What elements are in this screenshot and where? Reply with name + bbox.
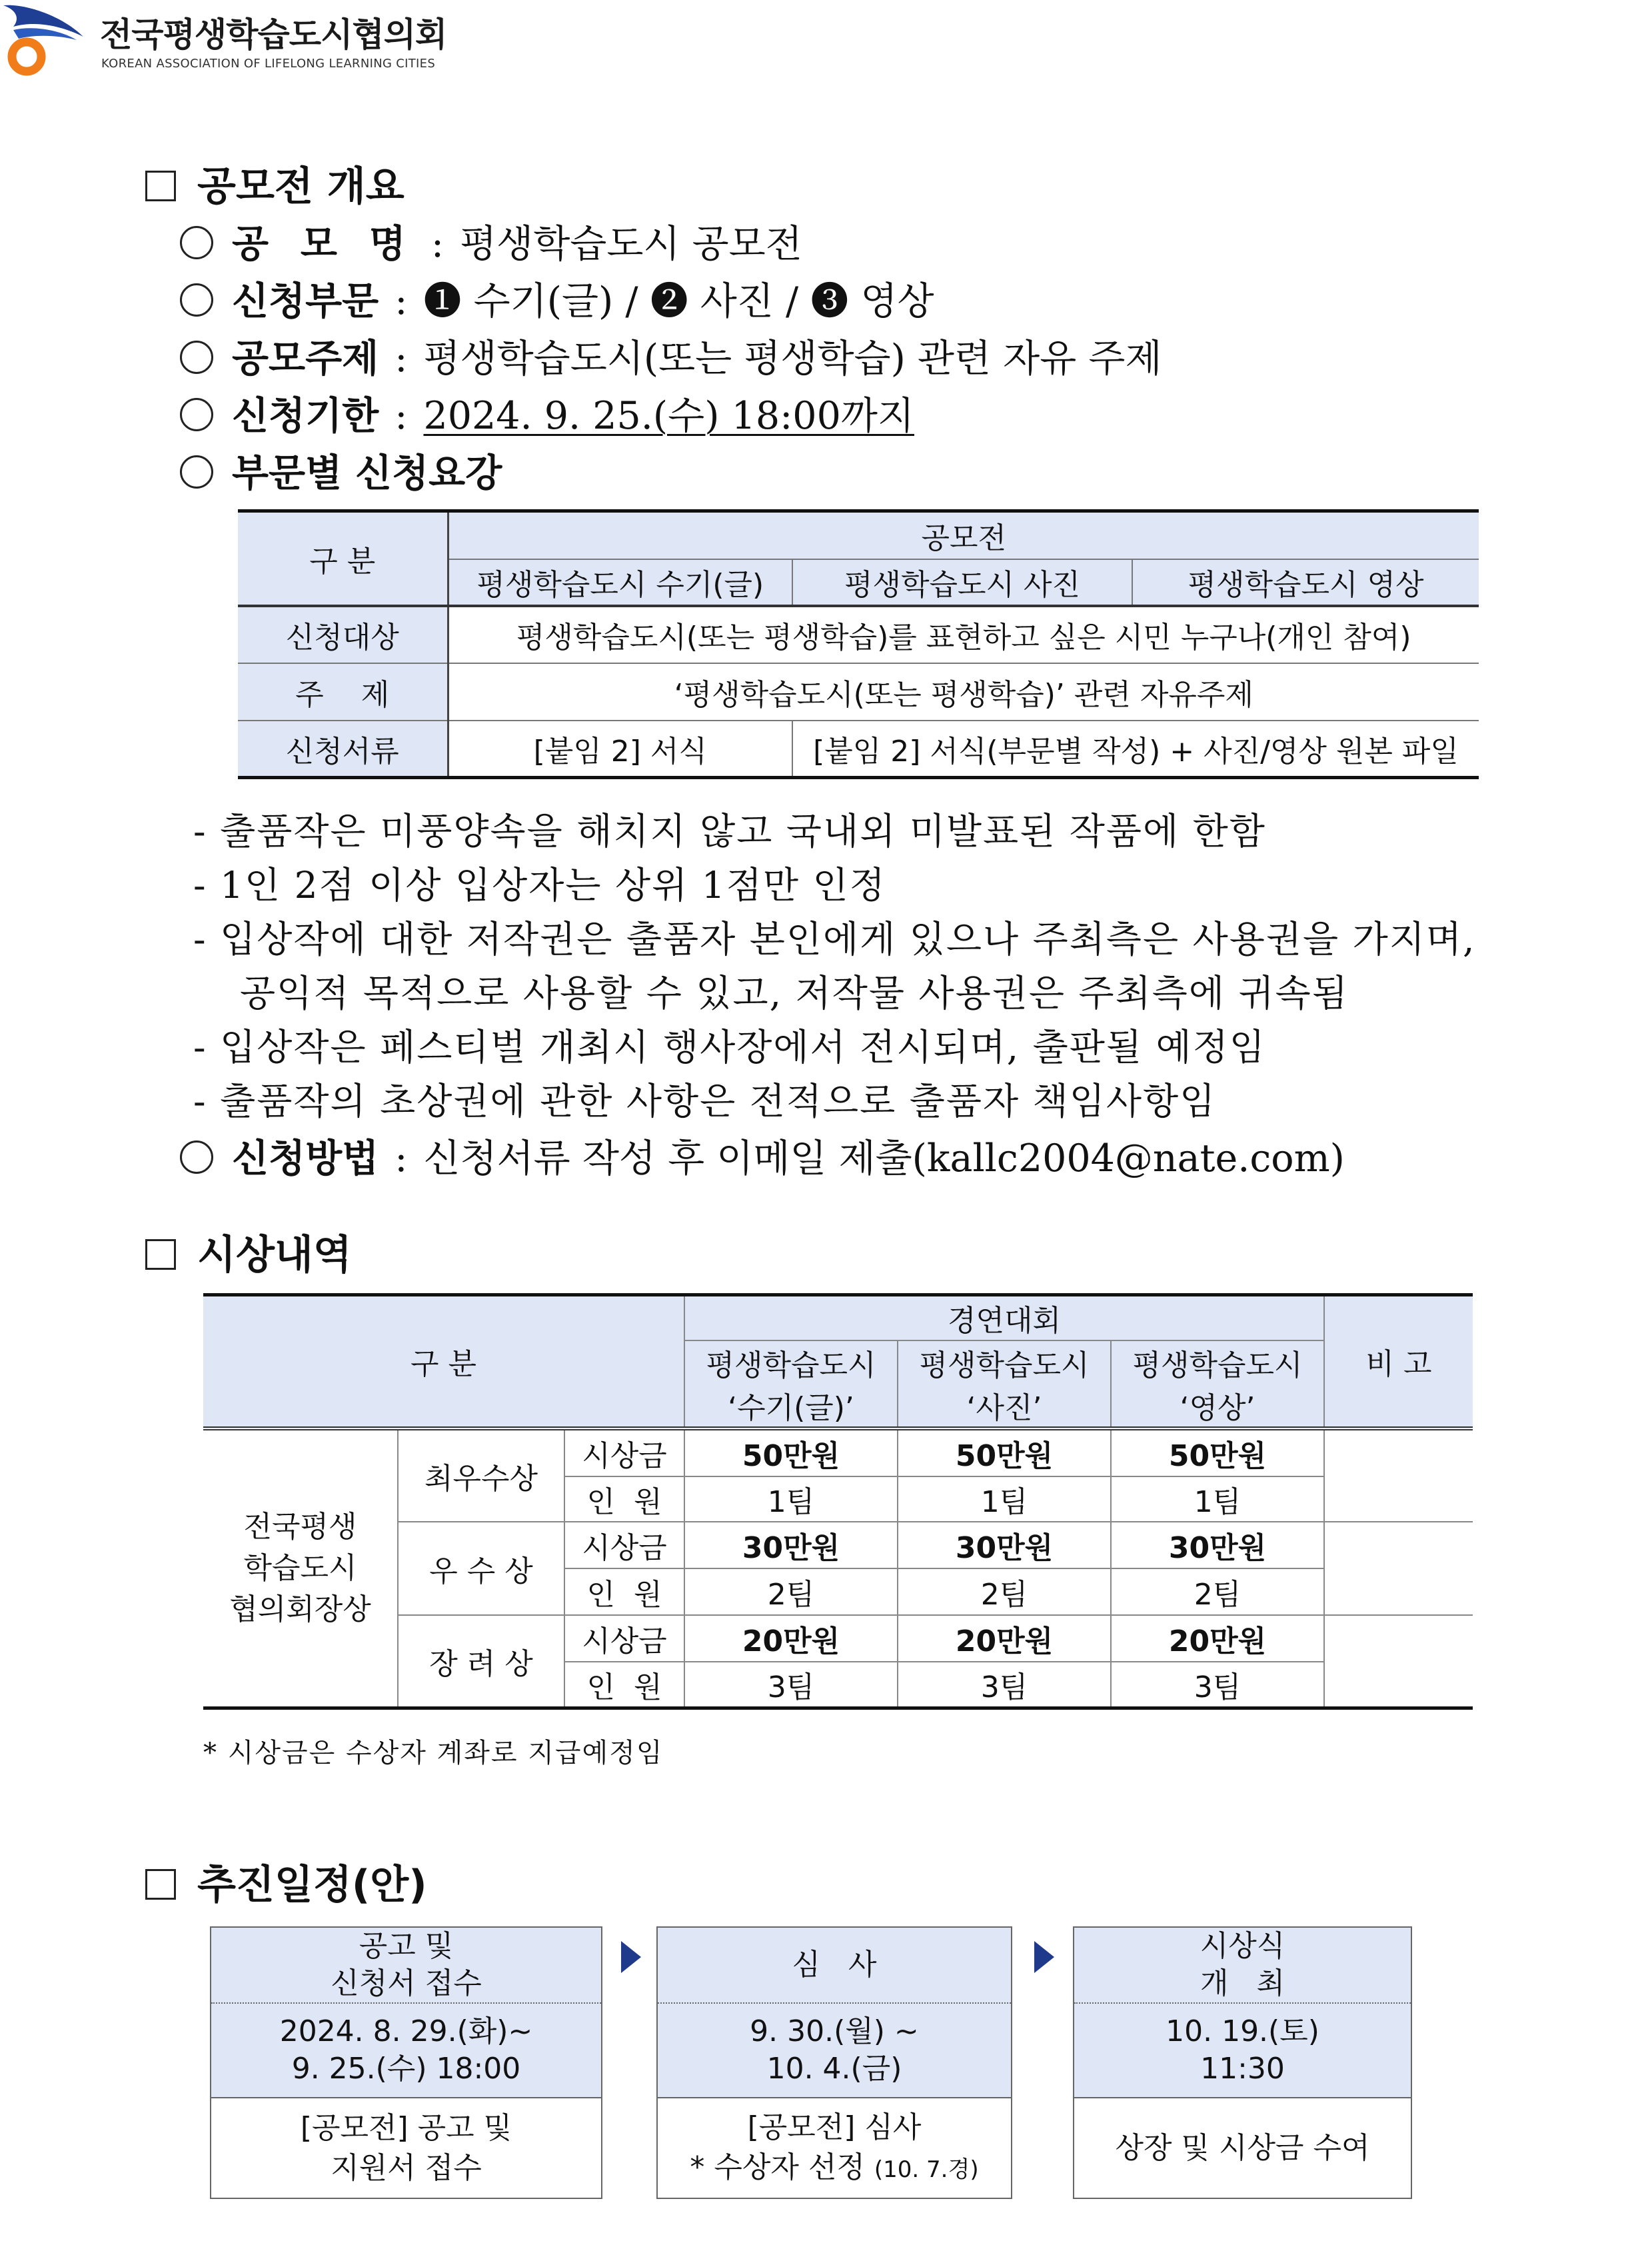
prize-cell: 20만원 (684, 1615, 898, 1662)
table-cell: ‘평생학습도시(또는 평생학습)’ 관련 자유주제 (448, 663, 1479, 721)
schedule-step-date (658, 2004, 1011, 2098)
prize-label: 시상금 (564, 1615, 684, 1662)
schedule-step-desc (211, 2098, 601, 2198)
requirements-table (238, 509, 1479, 779)
checkbox-square-icon (145, 171, 176, 201)
schedule-step-desc (658, 2098, 1011, 2198)
column-header-line: 평생학습도시 (919, 1348, 1090, 1382)
section-awards-heading (145, 1223, 352, 1280)
prize-cell: 20만원 (898, 1615, 1111, 1662)
award-name-cell (203, 1428, 398, 1708)
colon: : (395, 279, 408, 323)
section-overview-heading (145, 155, 405, 212)
colon: : (395, 394, 408, 438)
prize-label: 시상금 (564, 1522, 684, 1568)
item-label: 부문별 신청요강 (232, 451, 502, 495)
desc-line: [공모전] 공고 및 (300, 2111, 512, 2145)
logo-subtitle: KOREAN ASSOCIATION OF LIFELONG LEARNING CITIES (101, 57, 436, 71)
awards-heading-text: 시상내역 (197, 1232, 352, 1278)
awards-remark-header: 비 고 (1324, 1295, 1473, 1428)
desc-line: 상장 및 시상금 수여 (1115, 2131, 1370, 2165)
count-cell: 2팀 (1111, 1568, 1324, 1615)
section-schedule-heading (145, 1853, 427, 1910)
overview-item-name (180, 213, 802, 268)
schedule-step-title (211, 1928, 601, 2004)
column-header-line: ‘영상’ (1180, 1390, 1255, 1425)
checkbox-square-icon (145, 1239, 176, 1270)
circle-bullet-icon (180, 1140, 213, 1174)
tier-name: 최우수상 (398, 1428, 564, 1522)
schedule-heading-text: 추진일정(안) (197, 1862, 427, 1908)
arrow-right-icon (1034, 1941, 1054, 1973)
colon: : (395, 337, 408, 381)
overview-item-category (180, 271, 934, 325)
item-label: 공 모 명 (232, 222, 415, 266)
title-line: 시상식 (1200, 1929, 1285, 1963)
column-header-line: 평생학습도시 (706, 1348, 876, 1382)
deadline-value: 2024. 9. 25.(수) 18:00까지 (423, 394, 914, 438)
method-value: 신청서류 작성 후 이메일 제출(kallc2004@nate.com) (423, 1136, 1345, 1180)
prize-cell: 30만원 (1111, 1522, 1324, 1568)
column-header: 평생학습도시 사진 (792, 559, 1132, 606)
schedule-step-date (211, 2004, 601, 2098)
circle-bullet-icon (180, 226, 213, 259)
awards-table (203, 1293, 1473, 1710)
overview-heading-text: 공모전 개요 (197, 163, 405, 210)
remark-cell (1324, 1428, 1473, 1522)
count-cell: 2팀 (684, 1568, 898, 1615)
awards-footnote: * 시상금은 수상자 계좌로 지급예정임 (203, 1738, 664, 1768)
date-line: 9. 30.(월) ~ (750, 2014, 919, 2048)
prize-cell: 30만원 (898, 1522, 1111, 1568)
desc-line: [공모전] 심사 (747, 2110, 922, 2144)
column-header (898, 1340, 1111, 1428)
note-line: - 출품작의 초상권에 관한 사항은 전적으로 출품자 책임사항임 (193, 1080, 1217, 1123)
overview-item-deadline (180, 385, 914, 440)
date-line: 2024. 8. 29.(화)~ (279, 2014, 533, 2048)
title-line: 심 사 (792, 1948, 877, 1982)
date-line: 9. 25.(수) 18:00 (291, 2052, 521, 2086)
schedule-step (656, 1926, 1012, 2199)
tier-name: 우 수 상 (398, 1522, 564, 1615)
prize-label: 시상금 (564, 1428, 684, 1476)
count-cell: 3팀 (898, 1662, 1111, 1708)
note-line: - 입상작에 대한 저작권은 출품자 본인에게 있으나 주최측은 사용권을 가지며, (193, 918, 1476, 961)
desc-small-text: (10. 7.경) (874, 2156, 979, 2183)
title-line: 공고 및 (359, 1929, 454, 1963)
item-value: 평생학습도시(또는 평생학습) 관련 자유 주제 (423, 337, 1162, 381)
prize-cell: 30만원 (684, 1522, 898, 1568)
table-corner-cell: 구 분 (238, 511, 448, 606)
logo-mark-icon (0, 0, 87, 80)
award-name-line: 전국평생 (243, 1509, 357, 1544)
count-label: 인 원 (564, 1662, 684, 1708)
table-group-header: 공모전 (448, 511, 1479, 559)
count-label: 인 원 (564, 1476, 684, 1522)
tier-name: 장 려 상 (398, 1615, 564, 1708)
circle-bullet-icon (180, 283, 213, 317)
count-cell: 3팀 (684, 1662, 898, 1708)
desc-line: 지원서 접수 (331, 2151, 482, 2185)
row-header: 신청대상 (238, 606, 448, 663)
arrow-right-icon (621, 1941, 641, 1973)
note-line: 공익적 목적으로 사용할 수 있고, 저작물 사용권은 주최측에 귀속됨 (240, 972, 1349, 1015)
prize-cell: 50만원 (1111, 1428, 1324, 1476)
column-header-line: ‘수기(글)’ (728, 1390, 854, 1425)
date-line: 10. 4.(금) (766, 2052, 902, 2086)
schedule-step-title (1074, 1928, 1411, 2004)
schedule-step (210, 1926, 602, 2199)
note-line: - 1인 2점 이상 입상자는 상위 1점만 인정 (193, 864, 886, 907)
count-cell: 1팀 (684, 1476, 898, 1522)
desc-text: * 수상자 선정 (690, 2150, 865, 2184)
note-line: - 입상작은 페스티벌 개최시 행사장에서 전시되며, 출판될 예정임 (193, 1026, 1266, 1069)
circle-bullet-icon (180, 341, 213, 374)
schedule-step-desc (1074, 2098, 1411, 2198)
row-header: 신청서류 (238, 721, 448, 778)
schedule-step-date (1074, 2004, 1411, 2098)
circle-bullet-icon (180, 455, 213, 489)
remark-cell (1324, 1522, 1473, 1615)
colon: : (430, 222, 444, 266)
count-label: 인 원 (564, 1568, 684, 1615)
circle-bullet-icon (180, 398, 213, 431)
column-header (684, 1340, 898, 1428)
title-line: 신청서 접수 (331, 1966, 482, 2000)
item-label: 신청부문 (232, 279, 379, 323)
date-line: 10. 19.(토) (1166, 2014, 1319, 2048)
schedule-step (1073, 1926, 1412, 2199)
checkbox-square-icon (145, 1869, 176, 1900)
method-item (180, 1128, 1345, 1182)
schedule-step-title (658, 1928, 1011, 2004)
table-cell: [붙임 2] 서식 (448, 721, 792, 778)
desc-line (690, 2148, 978, 2190)
overview-item-theme (180, 328, 1162, 383)
awards-group-header: 경연대회 (684, 1295, 1324, 1340)
item-value: ❶ 수기(글) / ❷ 사진 / ❸ 영상 (423, 279, 934, 323)
item-label: 공모주제 (232, 337, 379, 381)
item-label: 신청기한 (232, 394, 379, 438)
prize-cell: 50만원 (898, 1428, 1111, 1476)
title-line: 개 최 (1200, 1966, 1285, 2000)
award-name-line: 학습도시 (243, 1550, 357, 1585)
table-cell: [붙임 2] 서식(부문별 작성) + 사진/영상 원본 파일 (792, 721, 1479, 778)
row-header: 주 제 (238, 663, 448, 721)
prize-cell: 20만원 (1111, 1615, 1324, 1662)
remark-cell (1324, 1615, 1473, 1708)
column-header-line: 평생학습도시 (1132, 1348, 1303, 1382)
award-name-line: 협의회장상 (229, 1592, 371, 1626)
column-header-line: ‘사진’ (966, 1390, 1042, 1425)
prize-cell: 50만원 (684, 1428, 898, 1476)
item-label: 신청방법 (232, 1136, 379, 1180)
column-header: 평생학습도시 영상 (1132, 559, 1479, 606)
count-cell: 2팀 (898, 1568, 1111, 1615)
logo (0, 0, 447, 80)
note-line: - 출품작은 미풍양속을 해치지 않고 국내외 미발표된 작품에 한함 (193, 810, 1266, 853)
column-header: 평생학습도시 수기(글) (448, 559, 792, 606)
column-header (1111, 1340, 1324, 1428)
item-value: 평생학습도시 공모전 (460, 222, 802, 266)
count-cell: 1팀 (1111, 1476, 1324, 1522)
table-cell: 평생학습도시(또는 평생학습)를 표현하고 싶은 시민 누구나(개인 참여) (448, 606, 1479, 663)
count-cell: 3팀 (1111, 1662, 1324, 1708)
overview-item-guidelines (180, 443, 502, 497)
colon: : (395, 1136, 408, 1180)
date-line: 11:30 (1200, 2052, 1285, 2086)
logo-title: 전국평생학습도시협의회 (100, 15, 447, 54)
count-cell: 1팀 (898, 1476, 1111, 1522)
awards-corner-cell: 구 분 (203, 1295, 684, 1428)
